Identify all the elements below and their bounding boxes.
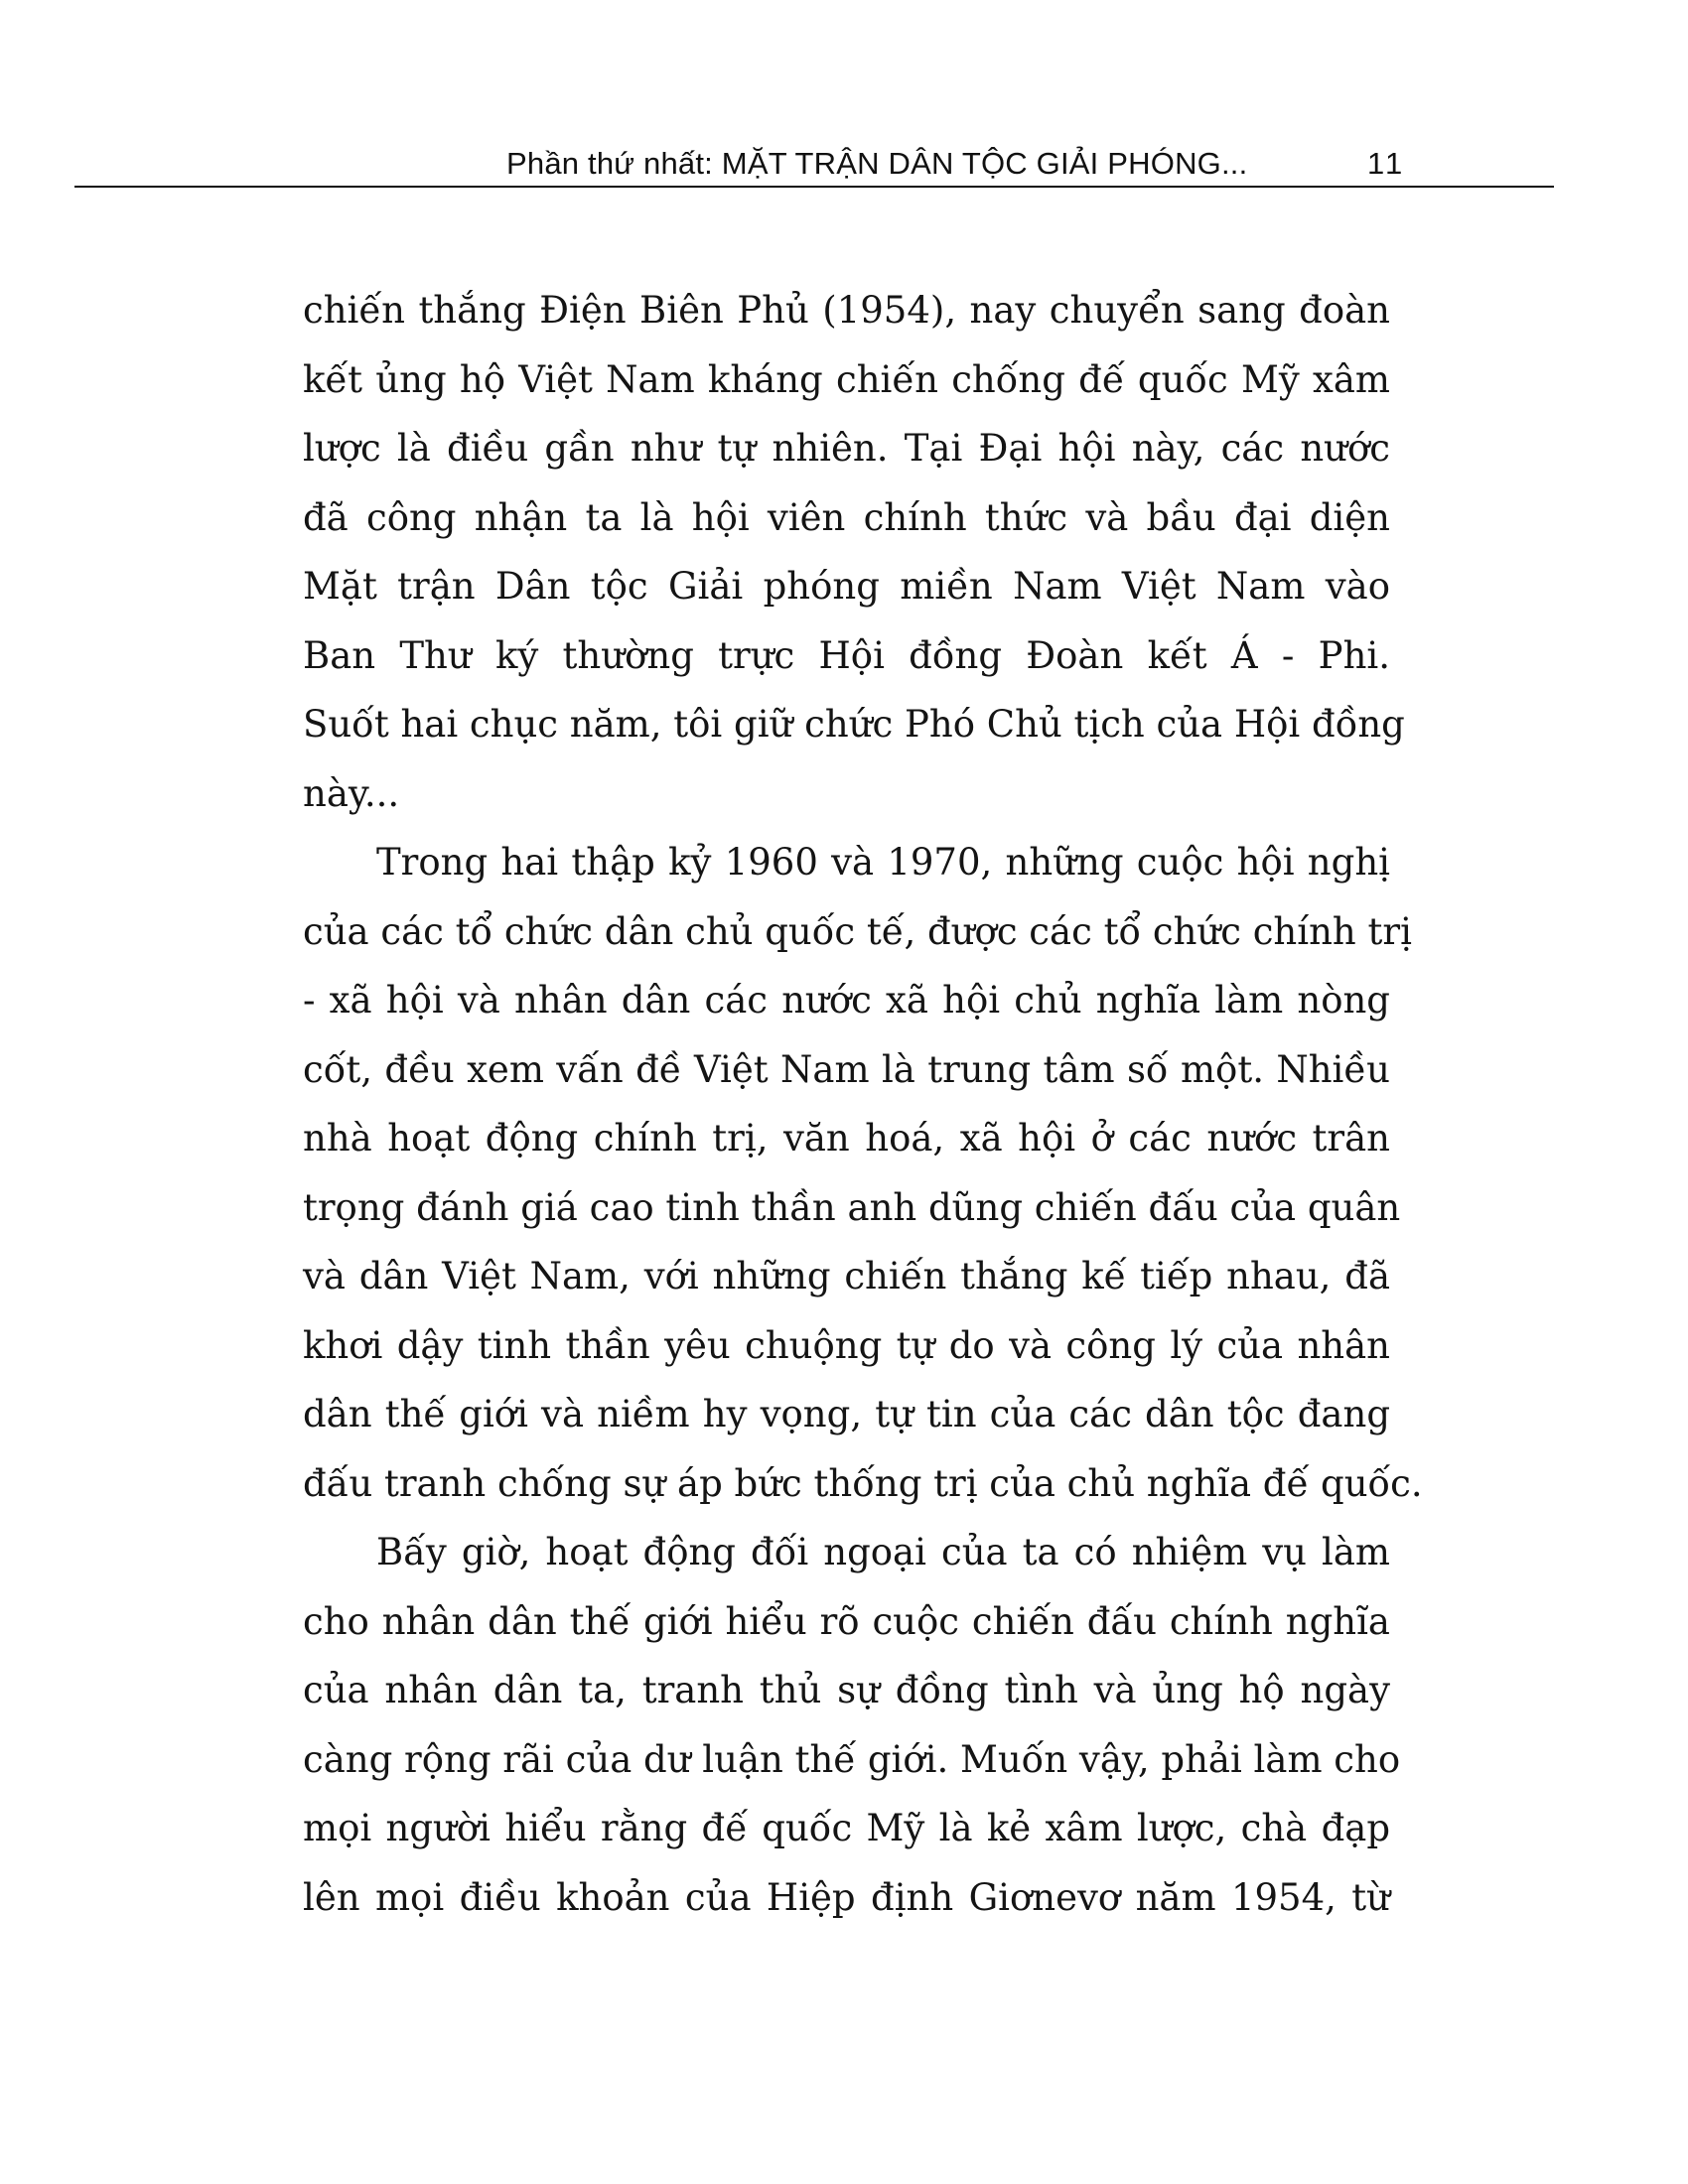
text-line: kết ủng hộ Việt Nam kháng chiến chống đế quốc Mỹ xâm	[303, 357, 1390, 401]
text-line: lược là điều gần như tự nhiên. Tại Đại hội này, các nước	[303, 427, 1390, 470]
text-line: của các tổ chức dân chủ quốc tế, được các tổ chức chính trị	[303, 909, 1412, 953]
header-rule	[74, 186, 1554, 188]
text-line: Mặt trận Dân tộc Giải phóng miền Nam Việt Nam vào	[303, 565, 1390, 608]
paragraph-2	[303, 828, 1423, 1518]
text-line: đấu tranh chống sự áp bức thống trị của chủ nghĩa đế quốc.	[303, 1461, 1423, 1505]
running-header-title: Phần thứ nhất: MẶT TRẬN DÂN TỘC GIẢI PHÓNG...	[506, 146, 1248, 181]
text-line: này...	[303, 771, 400, 815]
text-line: cho nhân dân thế giới hiểu rõ cuộc chiến đấu chính nghĩa	[303, 1599, 1390, 1643]
page-number: 11	[1367, 146, 1406, 181]
text-line: lên mọi điều khoản của Hiệp định Giơnevơ năm 1954, từ	[303, 1875, 1390, 1919]
paragraph-3	[303, 1518, 1401, 1932]
text-line: dân thế giới và niềm hy vọng, tự tin của các dân tộc đang	[303, 1393, 1390, 1435]
text-line: của nhân dân ta, tranh thủ sự đồng tình và ủng hộ ngày	[303, 1669, 1390, 1711]
text-line: và dân Việt Nam, với những chiến thắng kế tiếp nhau, đã	[303, 1255, 1390, 1297]
running-header	[74, 139, 1554, 189]
body-text	[303, 276, 1423, 1932]
text-line: Trong hai thập kỷ 1960 và 1970, những cuộc hội nghị	[376, 841, 1390, 884]
text-line: mọi người hiểu rằng đế quốc Mỹ là kẻ xâm lược, chà đạp	[303, 1807, 1390, 1849]
text-line: nhà hoạt động chính trị, văn hoá, xã hội ở các nước trân	[303, 1117, 1390, 1160]
text-line: trọng đánh giá cao tinh thần anh dũng chiến đấu của quân	[303, 1185, 1401, 1229]
text-line: - xã hội và nhân dân các nước xã hội chủ nghĩa làm nòng	[303, 979, 1390, 1022]
paragraph-1	[303, 276, 1405, 828]
text-line: Bấy giờ, hoạt động đối ngoại của ta có nhiệm vụ làm	[376, 1531, 1390, 1573]
text-line: Ban Thư ký thường trực Hội đồng Đoàn kết Á - Phi.	[303, 633, 1390, 677]
text-line: Suốt hai chục năm, tôi giữ chức Phó Chủ tịch của Hội đồng	[303, 703, 1405, 746]
text-line: càng rộng rãi của dư luận thế giới. Muốn vậy, phải làm cho	[303, 1737, 1401, 1781]
text-line: đã công nhận ta là hội viên chính thức và bầu đại diện	[303, 495, 1390, 539]
text-line: cốt, đều xem vấn đề Việt Nam là trung tâm số một. Nhiều	[303, 1047, 1390, 1091]
text-line: khơi dậy tinh thần yêu chuộng tự do và công lý của nhân	[303, 1323, 1390, 1367]
text-line: chiến thắng Điện Biên Phủ (1954), nay chuyển sang đoàn	[303, 289, 1390, 332]
